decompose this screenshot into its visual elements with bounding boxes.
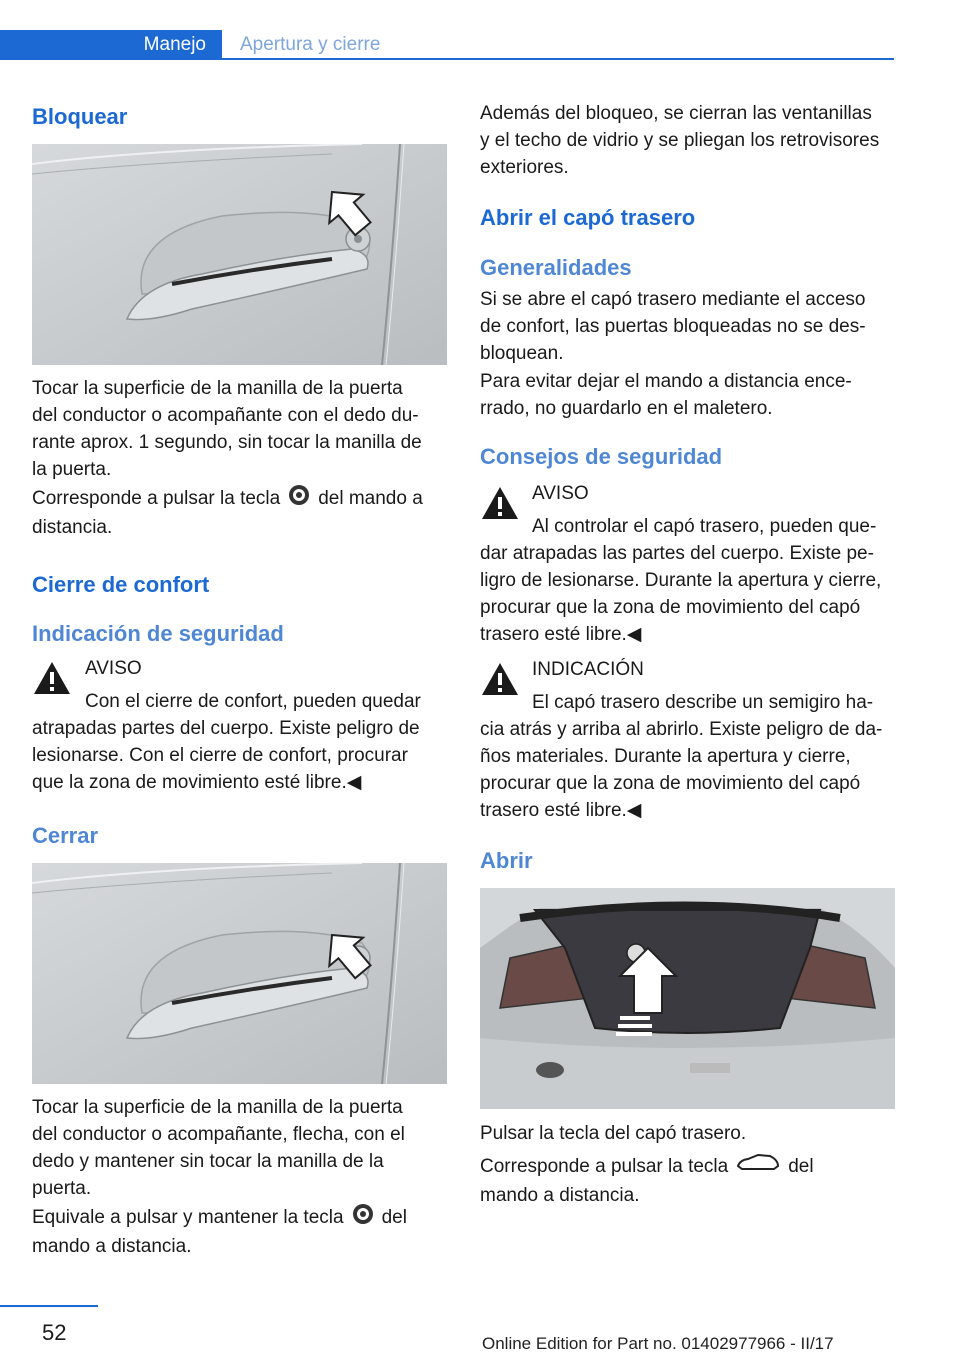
footer-divider [0,1305,98,1307]
section-label: Manejo [143,34,206,55]
subsection-tab [222,30,894,60]
aviso-1-title: AVISO [85,658,142,679]
indicacion-title: INDICACIÓN [532,659,644,680]
lock-button-icon [288,484,310,514]
abrir-text-2: Corresponde a pulsar la tecla del mando a distancia. [480,1152,898,1209]
indicacion-text: El capó trasero describe un semigiro ha- cia atrás y arriba al abrirlo. Existe peligro de da- ños materiales. Durante la apertura y cierre, procurar que la zona de movimiento del capó trasero esté libre.◀ [480,692,883,821]
bloquear-text-2: Corresponde a pulsar la tecla del mando a distancia. [32,484,450,541]
abrir-capo-heading: Abrir el capó trasero [480,205,696,230]
cerrar-heading: Cerrar [32,823,99,848]
generalidades-heading: Generalidades [480,255,632,280]
generalidades-text-2: Para evitar dejar el mando a distancia ence- rrado, no guardarlo en el maletero. [480,371,852,419]
edition-footer: Online Edition for Part no. 01402977966 - II/17 [482,1334,834,1353]
aviso-2-title: AVISO [532,483,589,504]
door-handle-close-image [32,863,447,1084]
bloquear-text-1: Tocar la superficie de la manilla de la puerta del conductor o acompañante con el dedo du- rante aprox. 1 segundo, sin tocar la manilla de la puerta. [32,378,422,480]
bloquear-heading: Bloquear [32,104,128,129]
generalidades-text-1: Si se abre el capó trasero mediante el acceso de confort, las puertas bloqueadas no se des- bloquean. [480,289,866,364]
aviso-2-text: Al controlar el capó trasero, pueden que- dar atrapadas las partes del cuerpo. Existe pe- ligro de lesionarse. Durante la apertura y cierre, procurar que la zona de movimiento del capó trasero esté libre.◀ [480,516,882,645]
abrir-heading: Abrir [480,848,533,873]
cerrar-text-2: Equivale a pulsar y mantener la tecla del mando a distancia. [32,1203,450,1260]
page-number: 52 [42,1320,67,1345]
lock-button-icon [352,1203,374,1233]
trunk-button-icon [736,1152,780,1182]
subsection-label: Apertura y cierre [240,34,381,55]
door-handle-lock-image [32,144,447,365]
indicacion-seguridad-heading: Indicación de seguridad [32,621,284,646]
consejos-seguridad-heading: Consejos de seguridad [480,444,723,469]
intro-text: Además del bloqueo, se cierran las ventanillas y el techo de vidrio y se pliegan los retrovisores exteriores. [480,103,880,178]
page-header [0,30,894,60]
cerrar-text-1: Tocar la superficie de la manilla de la puerta del conductor o acompañante, flecha, con el dedo y mantener sin tocar la manilla de la puerta. [32,1097,405,1199]
trunk-open-image [480,888,895,1109]
aviso-1-text: Con el cierre de confort, pueden quedar atrapadas partes del cuerpo. Existe peligro de lesionarse. Con el cierre de confort, procurar que la zona de movimiento esté libre.◀ [32,691,421,793]
cierre-confort-heading: Cierre de confort [32,572,210,597]
abrir-text-1: Pulsar la tecla del capó trasero. [480,1123,747,1144]
section-tab [0,30,222,60]
